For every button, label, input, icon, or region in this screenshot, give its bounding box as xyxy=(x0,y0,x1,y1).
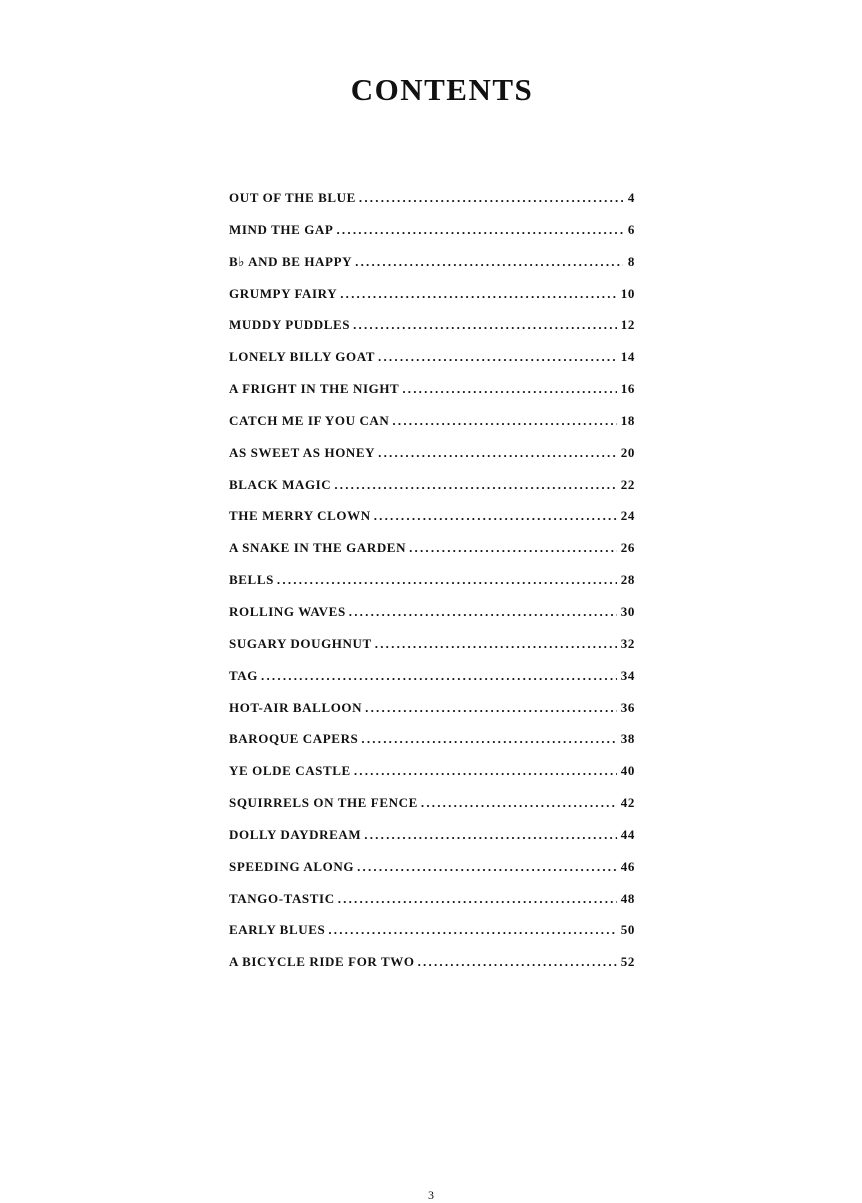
toc-entry-page: 24 xyxy=(620,508,635,524)
toc-entry xyxy=(229,891,635,923)
toc-entry xyxy=(229,317,635,349)
toc-entry-title: TAG xyxy=(229,667,259,683)
dot-leader xyxy=(349,604,617,620)
dot-leader xyxy=(355,254,623,270)
toc-entry-title: LONELY BILLY GOAT xyxy=(229,349,376,365)
dot-leader xyxy=(378,445,617,461)
toc-entry-title: MIND THE GAP xyxy=(229,221,334,237)
dot-leader xyxy=(361,731,616,747)
toc-entry-page: 14 xyxy=(620,349,635,365)
toc-entry-page: 16 xyxy=(620,381,635,397)
dot-leader xyxy=(336,222,623,238)
toc-entry-title: HOT-AIR BALLOON xyxy=(229,699,363,715)
toc-entry-page: 20 xyxy=(620,444,635,460)
toc-entry-title: YE OLDE CASTLE xyxy=(229,763,351,779)
table-of-contents xyxy=(229,190,635,986)
dot-leader xyxy=(359,190,623,206)
dot-leader xyxy=(418,954,617,970)
dot-leader xyxy=(277,572,617,588)
dot-leader xyxy=(365,700,617,716)
toc-entry-title: BAROQUE CAPERS xyxy=(229,731,359,747)
toc-entry-page: 26 xyxy=(620,540,635,556)
toc-entry-title: EARLY BLUES xyxy=(229,922,326,938)
toc-entry-title: MUDDY PUDDLES xyxy=(229,317,351,333)
toc-entry-title: A FRIGHT IN THE NIGHT xyxy=(229,381,400,397)
toc-entry xyxy=(229,349,635,381)
toc-entry xyxy=(229,222,635,254)
toc-entry-page: 12 xyxy=(620,317,635,333)
toc-entry-page: 28 xyxy=(620,572,635,588)
dot-leader xyxy=(334,477,616,493)
toc-entry-page: 48 xyxy=(620,890,635,906)
toc-entry-page: 40 xyxy=(620,763,635,779)
page-number: 3 xyxy=(428,1188,434,1202)
dot-leader xyxy=(357,859,617,875)
dot-leader xyxy=(392,413,616,429)
toc-entry-page: 18 xyxy=(620,412,635,428)
toc-entry xyxy=(229,668,635,700)
toc-entry xyxy=(229,922,635,954)
toc-entry xyxy=(229,763,635,795)
toc-entry-page: 38 xyxy=(620,731,635,747)
toc-entry-page: 4 xyxy=(627,190,635,205)
dot-leader xyxy=(328,922,616,938)
toc-entry-page: 30 xyxy=(620,603,635,619)
toc-entry-title: A SNAKE IN THE GARDEN xyxy=(229,540,407,556)
toc-entry-page: 50 xyxy=(620,922,635,938)
toc-entry-page: 42 xyxy=(620,795,635,811)
dot-leader xyxy=(354,763,617,779)
toc-entry-title: SQUIRRELS ON THE FENCE xyxy=(229,795,418,811)
toc-entry-title: BLACK MAGIC xyxy=(229,476,332,492)
toc-entry xyxy=(229,445,635,477)
toc-entry-page: 52 xyxy=(620,954,635,970)
dot-leader xyxy=(402,381,616,397)
dot-leader xyxy=(421,795,617,811)
toc-entry xyxy=(229,604,635,636)
dot-leader xyxy=(378,349,617,365)
toc-entry xyxy=(229,795,635,827)
toc-entry xyxy=(229,859,635,891)
toc-entry-title: SUGARY DOUGHNUT xyxy=(229,635,372,651)
toc-entry-title: BELLS xyxy=(229,572,274,588)
toc-entry xyxy=(229,636,635,668)
toc-entry-title: ROLLING WAVES xyxy=(229,603,346,619)
toc-entry-page: 22 xyxy=(620,476,635,492)
toc-entry-page: 34 xyxy=(620,667,635,683)
toc-entry xyxy=(229,572,635,604)
toc-entry-title: CATCH ME IF YOU CAN xyxy=(229,412,390,428)
toc-entry-page: 10 xyxy=(620,285,635,301)
dot-leader xyxy=(409,540,617,556)
page-title: CONTENTS xyxy=(350,72,534,107)
toc-entry-title: THE MERRY CLOWN xyxy=(229,508,371,524)
toc-entry xyxy=(229,954,635,986)
dot-leader xyxy=(261,668,617,684)
dot-leader xyxy=(374,508,617,524)
toc-entry xyxy=(229,413,635,445)
toc-entry xyxy=(229,381,635,413)
toc-entry-title: SPEEDING ALONG xyxy=(229,858,355,874)
toc-entry xyxy=(229,190,635,222)
toc-entry-page: 8 xyxy=(627,253,635,269)
toc-entry-title: DOLLY DAYDREAM xyxy=(229,826,362,842)
toc-entry-title: GRUMPY FAIRY xyxy=(229,285,338,301)
toc-entry-page: 46 xyxy=(620,858,635,874)
toc-entry xyxy=(229,731,635,763)
toc-entry-page: 32 xyxy=(620,635,635,651)
toc-entry-title: TANGO-TASTIC xyxy=(229,890,335,906)
toc-entry xyxy=(229,508,635,540)
toc-entry xyxy=(229,700,635,732)
toc-entry-page: 6 xyxy=(627,221,635,237)
dot-leader xyxy=(353,317,617,333)
toc-entry xyxy=(229,254,635,286)
toc-entry xyxy=(229,540,635,572)
toc-entry-title: AS SWEET AS HONEY xyxy=(229,444,376,460)
toc-entry xyxy=(229,827,635,859)
toc-entry-title: B♭ AND BE HAPPY xyxy=(229,253,353,269)
toc-entry-page: 44 xyxy=(620,826,635,842)
dot-leader xyxy=(340,286,617,302)
dot-leader xyxy=(375,636,617,652)
toc-entry-title: OUT OF THE BLUE xyxy=(229,190,356,205)
dot-leader xyxy=(338,891,617,907)
toc-entry-page: 36 xyxy=(620,699,635,715)
toc-entry-title: A BICYCLE RIDE FOR TWO xyxy=(229,954,415,970)
toc-entry xyxy=(229,477,635,509)
toc-entry xyxy=(229,286,635,318)
dot-leader xyxy=(364,827,617,843)
